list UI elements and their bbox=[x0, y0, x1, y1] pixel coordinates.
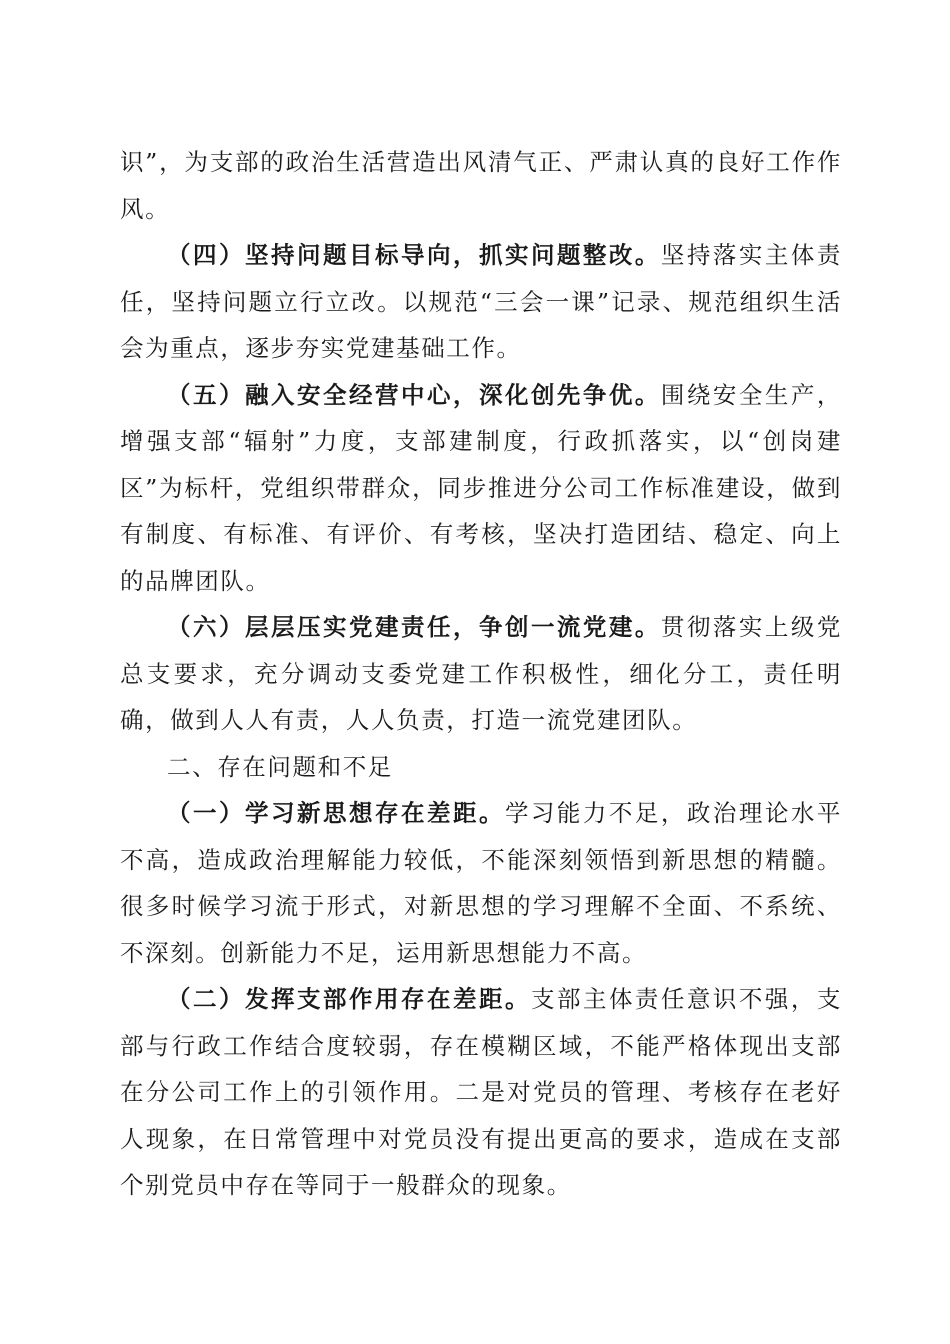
paragraph-continuation bbox=[120, 139, 842, 232]
paragraph-text: 识”，为支部的政治生活营造出风清气正、严肃认真的良好工作作风。 bbox=[120, 148, 842, 223]
paragraph-text: 围绕安全生产，增强支部“辐射”力度，支部建制度，行政抓落实，以“创岗建区”为标杆，党组织带群众，同步推进分公司工作标准建设，做到有制度、有标准、有评价、有考核，坚决打造团结、稳定、向上的品牌团队。 bbox=[120, 380, 842, 595]
paragraph-text: 贯彻落实上级党总支要求，充分调动支委党建工作积极性，细化分工，责任明确，做到人人有责，人人负责，打造一流党建团队。 bbox=[120, 613, 842, 734]
paragraph-heading: （五）融入安全经营中心，深化创先争优。 bbox=[167, 380, 661, 409]
document-body bbox=[120, 139, 842, 1209]
paragraph-heading: （二）发挥支部作用存在差距。 bbox=[167, 985, 531, 1013]
paragraph-heading: （六）层层压实党建责任，争创一流党建。 bbox=[167, 613, 661, 641]
paragraph-heading: （一）学习新思想存在差距。 bbox=[167, 799, 505, 827]
paragraph-text: 学习能力不足，政治理论水平不高，造成政治理解能力较低，不能深刻领悟到新思想的精髓。很多时候学习流于形式，对新思想的学习理解不全面、不系统、不深刻。创新能力不足，运用新思想能力不高。 bbox=[120, 799, 842, 967]
paragraph-text: 坚持落实主体责任，坚持问题立行立改。以规范“三会一课”记录、规范组织生活会为重点，逐步夯实党建基础工作。 bbox=[120, 241, 842, 362]
paragraph-item-4 bbox=[120, 232, 842, 372]
paragraph-item-5 bbox=[120, 372, 842, 605]
paragraph-heading: （四）坚持问题目标导向，抓实问题整改。 bbox=[167, 241, 661, 269]
section-title: 二、存在问题和不足 bbox=[167, 752, 393, 781]
paragraph-problem-2 bbox=[120, 976, 842, 1209]
paragraph-problem-1 bbox=[120, 790, 842, 976]
paragraph-item-6 bbox=[120, 604, 842, 744]
paragraph-text: 支部主体责任意识不强，支部与行政工作结合度较弱，存在模糊区域，不能严格体现出支部在分公司工作上的引领作用。二是对党员的管理、考核存在老好人现象，在日常管理中对党员没有提出更高的要求，造成在支部个别党员中存在等同于一般群众的现象。 bbox=[120, 985, 843, 1199]
